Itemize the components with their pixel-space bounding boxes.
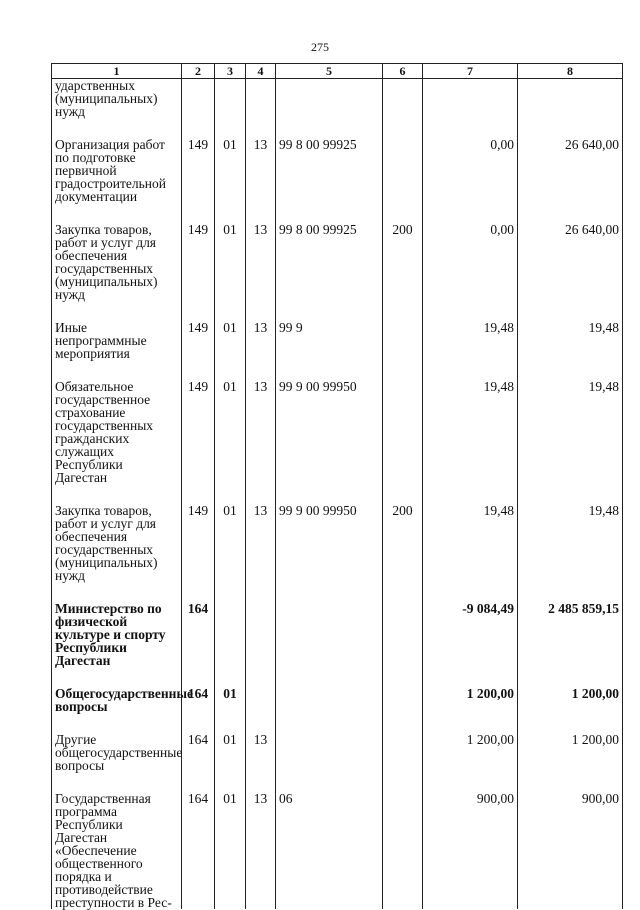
spacer-cell [215,301,246,321]
spacer-cell [215,713,246,733]
code-subsection-cell: 13 [246,223,276,301]
spacer-cell [383,713,423,733]
change-amount-cell: 19,48 [423,380,518,484]
code-ministry-cell [182,79,215,119]
target-article-cell [276,687,383,713]
change-amount-cell: 0,00 [423,138,518,203]
spacer-cell [52,667,182,687]
code-subsection-cell [246,79,276,119]
spacer-cell [52,360,182,380]
code-subsection-cell: 13 [246,138,276,203]
code-section-cell: 01 [215,321,246,360]
spacer-cell [215,203,246,223]
column-header-5: 5 [276,64,383,79]
spacer-cell [182,713,215,733]
spacer-cell [518,118,623,138]
change-amount-cell: 1 200,00 [423,733,518,772]
spacer-cell [423,360,518,380]
spacer-cell [182,667,215,687]
table-header-row [52,64,623,79]
total-amount-cell: 19,48 [518,321,623,360]
table-row [52,138,623,203]
spacer-cell [423,582,518,602]
target-article-cell: 99 9 00 99950 [276,504,383,582]
target-article-cell [276,602,383,667]
spacer-cell [182,360,215,380]
spacer-cell [383,484,423,504]
code-subsection-cell: 13 [246,792,276,909]
table-body [52,79,623,910]
total-amount-cell: 26 640,00 [518,138,623,203]
expense-type-cell [383,792,423,909]
spacer-cell [182,772,215,792]
spacer-cell [52,582,182,602]
spacer-cell [246,203,276,223]
column-header-4: 4 [246,64,276,79]
table-row [52,733,623,772]
code-section-cell [215,79,246,119]
row-name-cell: Министерство по физической культуре и спорту Республики Дагестан [52,602,182,667]
expense-type-cell: 200 [383,223,423,301]
code-ministry-cell: 149 [182,504,215,582]
code-ministry-cell: 149 [182,321,215,360]
target-article-cell: 99 9 00 99950 [276,380,383,484]
spacer-cell [423,484,518,504]
row-name-cell: Иные непрограммные мероприятия [52,321,182,360]
code-subsection-cell: 13 [246,504,276,582]
row-spacer [52,203,623,223]
total-amount-cell: 2 485 859,15 [518,602,623,667]
change-amount-cell [423,79,518,119]
column-header-6: 6 [383,64,423,79]
row-spacer [52,713,623,733]
spacer-cell [215,118,246,138]
expense-type-cell [383,380,423,484]
spacer-cell [383,360,423,380]
spacer-cell [276,301,383,321]
target-article-cell: 99 9 [276,321,383,360]
spacer-cell [246,118,276,138]
row-name-cell: Закупка товаров, работ и услуг для обеспечения государственных (муниципальных) нужд [52,504,182,582]
code-subsection-cell: 13 [246,321,276,360]
code-section-cell: 01 [215,792,246,909]
spacer-cell [423,301,518,321]
expense-type-cell [383,79,423,119]
row-name-cell: Закупка товаров, работ и услуг для обеспечения государственных (муниципальных) нужд [52,223,182,301]
spacer-cell [423,667,518,687]
spacer-cell [518,484,623,504]
total-amount-cell: 1 200,00 [518,733,623,772]
spacer-cell [518,203,623,223]
spacer-cell [518,582,623,602]
table-row [52,321,623,360]
spacer-cell [423,203,518,223]
spacer-cell [518,301,623,321]
column-header-3: 3 [215,64,246,79]
row-spacer [52,301,623,321]
table-row [52,79,623,119]
total-amount-cell: 19,48 [518,504,623,582]
spacer-cell [518,772,623,792]
code-subsection-cell [246,602,276,667]
spacer-cell [52,772,182,792]
row-name-cell: Обязательное государственное страхование государственных гражданских служащих Республики Дагестан [52,380,182,484]
budget-table [51,63,623,909]
target-article-cell: 99 8 00 99925 [276,138,383,203]
table-row [52,504,623,582]
spacer-cell [246,360,276,380]
spacer-cell [246,301,276,321]
spacer-cell [383,582,423,602]
row-spacer [52,772,623,792]
total-amount-cell: 26 640,00 [518,223,623,301]
spacer-cell [276,667,383,687]
spacer-cell [276,118,383,138]
spacer-cell [518,360,623,380]
spacer-cell [182,582,215,602]
spacer-cell [383,203,423,223]
total-amount-cell: 1 200,00 [518,687,623,713]
target-article-cell: 06 [276,792,383,909]
spacer-cell [215,360,246,380]
spacer-cell [215,582,246,602]
spacer-cell [276,360,383,380]
code-section-cell: 01 [215,223,246,301]
spacer-cell [276,772,383,792]
spacer-cell [182,484,215,504]
code-section-cell: 01 [215,138,246,203]
code-ministry-cell: 149 [182,380,215,484]
target-article-cell: 99 8 00 99925 [276,223,383,301]
spacer-cell [423,118,518,138]
change-amount-cell: 1 200,00 [423,687,518,713]
expense-type-cell: 200 [383,504,423,582]
expense-type-cell [383,321,423,360]
expense-type-cell [383,138,423,203]
row-name-cell: Государственная программа Республики Дагестан «Обеспечение общественного порядка и противодействие преступности в Рес- [52,792,182,909]
column-header-8: 8 [518,64,623,79]
total-amount-cell: 19,48 [518,380,623,484]
code-ministry-cell: 164 [182,687,215,713]
change-amount-cell: 19,48 [423,504,518,582]
spacer-cell [246,667,276,687]
row-spacer [52,582,623,602]
total-amount-cell [518,79,623,119]
spacer-cell [383,301,423,321]
spacer-cell [518,667,623,687]
code-section-cell [215,602,246,667]
expense-type-cell [383,602,423,667]
spacer-cell [423,772,518,792]
row-name-cell: Общегосударственные вопросы [52,687,182,713]
change-amount-cell: -9 084,49 [423,602,518,667]
code-ministry-cell: 164 [182,602,215,667]
row-spacer [52,118,623,138]
code-ministry-cell: 164 [182,792,215,909]
code-section-cell: 01 [215,380,246,484]
code-ministry-cell: 164 [182,733,215,772]
row-spacer [52,360,623,380]
spacer-cell [182,301,215,321]
row-name-cell: ударственных (муниципальных) нужд [52,79,182,119]
table-row [52,687,623,713]
row-spacer [52,484,623,504]
spacer-cell [215,667,246,687]
code-ministry-cell: 149 [182,223,215,301]
code-ministry-cell: 149 [182,138,215,203]
row-name-cell: Организация работ по подготовке первичной градостроительной документации [52,138,182,203]
spacer-cell [52,484,182,504]
spacer-cell [246,582,276,602]
column-header-7: 7 [423,64,518,79]
spacer-cell [246,772,276,792]
code-subsection-cell: 13 [246,380,276,484]
spacer-cell [52,713,182,733]
row-spacer [52,667,623,687]
total-amount-cell: 900,00 [518,792,623,909]
spacer-cell [383,118,423,138]
table-row [52,380,623,484]
spacer-cell [246,484,276,504]
change-amount-cell: 0,00 [423,223,518,301]
spacer-cell [276,713,383,733]
spacer-cell [182,118,215,138]
table-row [52,602,623,667]
row-name-cell: Другие общегосударственные вопросы [52,733,182,772]
column-header-1: 1 [52,64,182,79]
spacer-cell [276,484,383,504]
spacer-cell [215,772,246,792]
code-section-cell: 01 [215,687,246,713]
spacer-cell [383,772,423,792]
spacer-cell [423,713,518,733]
change-amount-cell: 900,00 [423,792,518,909]
spacer-cell [518,713,623,733]
target-article-cell [276,733,383,772]
spacer-cell [215,484,246,504]
code-subsection-cell: 13 [246,733,276,772]
spacer-cell [182,203,215,223]
spacer-cell [246,713,276,733]
target-article-cell [276,79,383,119]
page-number: 275 [311,40,329,54]
code-subsection-cell [246,687,276,713]
column-header-2: 2 [182,64,215,79]
change-amount-cell: 19,48 [423,321,518,360]
table-row [52,223,623,301]
spacer-cell [276,582,383,602]
spacer-cell [383,667,423,687]
spacer-cell [52,203,182,223]
spacer-cell [52,301,182,321]
code-section-cell: 01 [215,733,246,772]
spacer-cell [276,203,383,223]
spacer-cell [52,118,182,138]
expense-type-cell [383,733,423,772]
code-section-cell: 01 [215,504,246,582]
table-row [52,792,623,909]
expense-type-cell [383,687,423,713]
